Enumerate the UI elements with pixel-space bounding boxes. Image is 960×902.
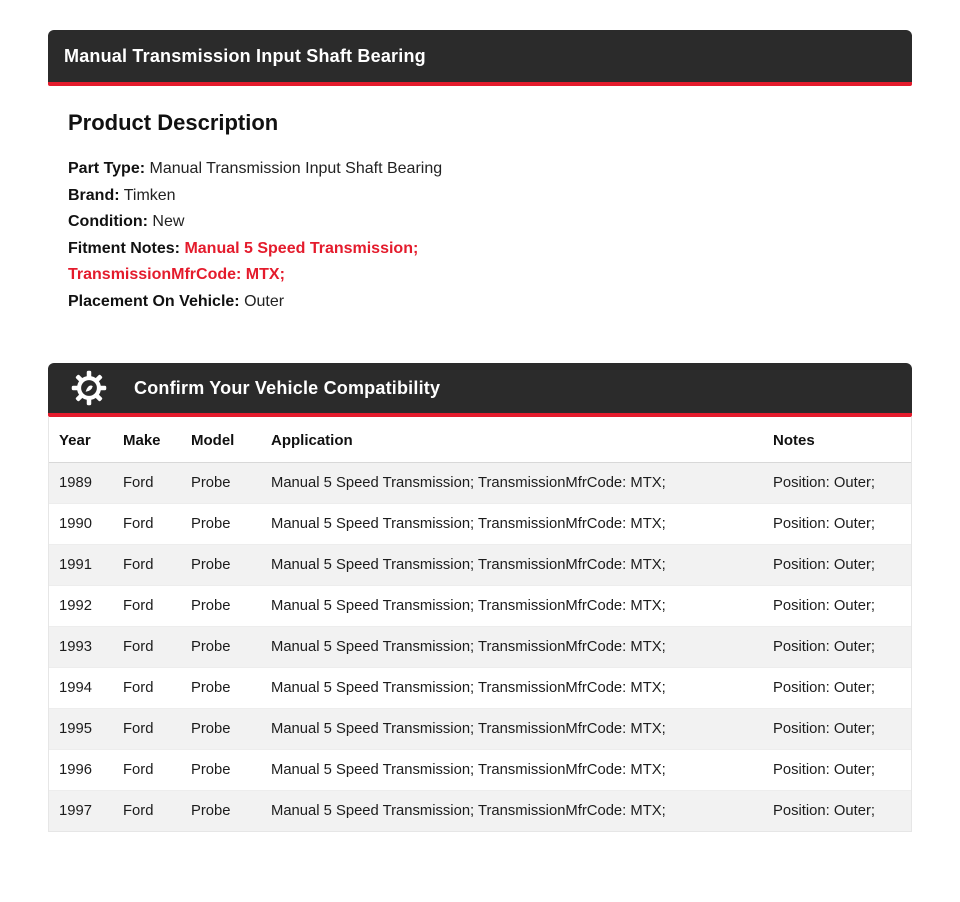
cell-model: Probe [191,557,231,573]
cell-year: 1990 [59,516,92,532]
field-label: Condition: [68,213,148,230]
cell-model: Probe [191,639,231,655]
cell-application: Manual 5 Speed Transmission; TransmissionMfrCode: MTX; [271,557,666,573]
field-value: New [152,213,185,230]
cell-notes: Position: Outer; [773,557,875,573]
gear-icon [70,369,108,407]
cell-notes: Position: Outer; [773,598,875,614]
cell-make: Ford [123,680,154,696]
cell-notes: Position: Outer; [773,721,875,737]
table-row [49,627,911,668]
table-row [49,668,911,709]
cell-application: Manual 5 Speed Transmission; TransmissionMfrCode: MTX; [271,516,666,532]
column-header-make: Make [123,417,191,463]
table-row [49,463,911,504]
product-title: Manual Transmission Input Shaft Bearing [64,45,426,66]
cell-make: Ford [123,803,154,819]
table-row [49,504,911,545]
compatibility-header-bar [48,363,912,417]
table-row [49,545,911,586]
table-row [49,709,911,750]
table-row [49,586,911,627]
column-header-notes: Notes [773,417,911,463]
cell-make: Ford [123,516,154,532]
column-header-year: Year [49,417,123,463]
cell-model: Probe [191,598,231,614]
product-field [68,236,466,289]
cell-application: Manual 5 Speed Transmission; TransmissionMfrCode: MTX; [271,762,666,778]
field-value: Timken [123,186,176,204]
field-value: Outer [244,292,285,310]
cell-model: Probe [191,516,231,532]
cell-notes: Position: Outer; [773,516,875,532]
cell-application: Manual 5 Speed Transmission; TransmissionMfrCode: MTX; [271,680,666,696]
cell-year: 1996 [59,762,92,778]
cell-notes: Position: Outer; [773,680,875,696]
product-description-heading: Product Description [68,110,279,135]
product-fields [68,156,466,315]
fitment-table [49,417,911,831]
field-label: Fitment Notes: [68,239,180,257]
compatibility-table [48,417,912,832]
cell-make: Ford [123,762,154,778]
cell-make: Ford [123,721,154,737]
cell-year: 1997 [59,803,92,819]
cell-application: Manual 5 Speed Transmission; TransmissionMfrCode: MTX; [271,803,666,819]
product-field [68,289,466,316]
cell-year: 1992 [59,598,92,614]
cell-notes: Position: Outer; [773,475,875,491]
product-description-section [48,110,912,315]
cell-application: Manual 5 Speed Transmission; TransmissionMfrCode: MTX; [271,721,666,737]
product-field [68,156,466,183]
table-header-row [49,417,911,463]
cell-make: Ford [123,598,154,614]
compatibility-table-body [49,463,911,832]
product-title-bar [48,30,912,86]
cell-year: 1995 [59,721,92,737]
cell-year: 1993 [59,639,92,655]
cell-model: Probe [191,762,231,778]
column-header-application: Application [271,417,773,463]
table-row [49,791,911,832]
field-value: Manual Transmission Input Shaft Bearing [149,160,443,177]
cell-make: Ford [123,475,154,491]
cell-year: 1989 [59,475,92,491]
cell-year: 1994 [59,680,92,696]
field-label: Part Type: [68,160,146,177]
cell-year: 1991 [59,557,92,573]
product-field [68,209,466,236]
cell-notes: Position: Outer; [773,639,875,655]
product-field [68,183,466,210]
field-label: Brand: [68,186,120,204]
cell-model: Probe [191,680,231,696]
cell-model: Probe [191,475,231,491]
cell-notes: Position: Outer; [773,803,875,819]
cell-make: Ford [123,557,154,573]
table-row [49,750,911,791]
cell-model: Probe [191,721,231,737]
cell-application: Manual 5 Speed Transmission; TransmissionMfrCode: MTX; [271,598,666,614]
cell-application: Manual 5 Speed Transmission; TransmissionMfrCode: MTX; [271,475,666,491]
column-header-model: Model [191,417,271,463]
compatibility-heading: Confirm Your Vehicle Compatibility [134,377,441,398]
cell-model: Probe [191,803,231,819]
cell-application: Manual 5 Speed Transmission; TransmissionMfrCode: MTX; [271,639,666,655]
cell-make: Ford [123,639,154,655]
field-value: Manual 5 Speed Transmission; TransmissionMfrCode: MTX; [68,239,419,283]
cell-notes: Position: Outer; [773,762,875,778]
field-label: Placement On Vehicle: [68,292,240,310]
